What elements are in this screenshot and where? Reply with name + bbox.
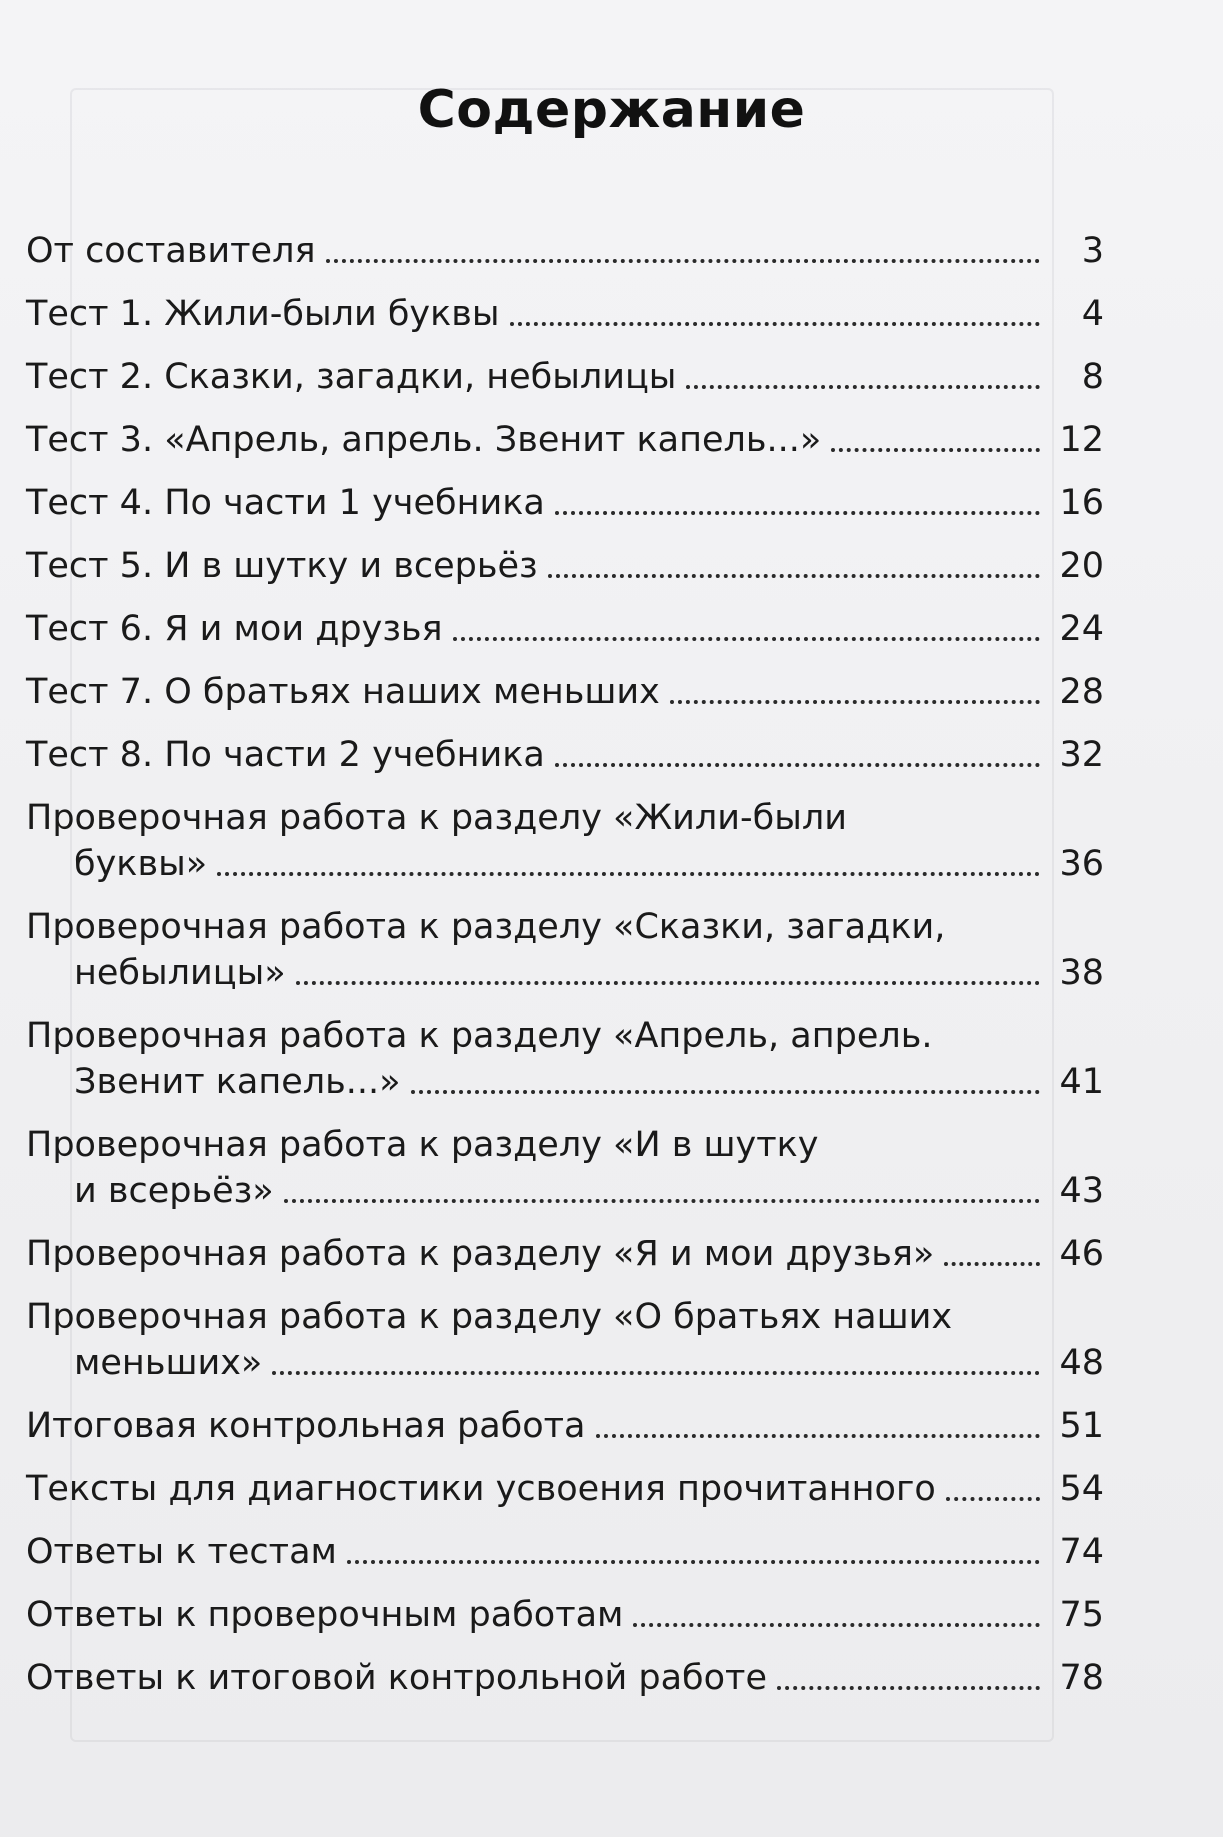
dot-leader	[453, 637, 1040, 641]
toc-page-number: 74	[1059, 1532, 1104, 1572]
toc-page-number: 12	[1059, 420, 1104, 460]
dot-leader	[284, 1199, 1040, 1203]
toc-entry	[26, 606, 1104, 652]
toc-entry-title: Тест 7. О братьях наших меньших	[26, 672, 660, 712]
toc-entry-title: Проверочная работа к разделу «Сказки, загадки,	[26, 907, 946, 947]
dot-leader	[326, 259, 1040, 263]
toc-page-number: 78	[1059, 1658, 1104, 1698]
toc-entry-title: Тексты для диагностики усвоения прочитанного	[26, 1469, 936, 1509]
toc-page-number: 28	[1059, 672, 1104, 712]
toc-page-number: 36	[1059, 844, 1104, 884]
toc-page-number: 3	[1081, 231, 1104, 271]
dot-leader	[777, 1686, 1040, 1690]
toc-entry	[26, 291, 1104, 337]
toc-entry-title: Проверочная работа к разделу «Апрель, апрель.	[26, 1016, 933, 1056]
dot-leader	[686, 385, 1040, 389]
toc-page-number: 54	[1059, 1469, 1104, 1509]
toc-entry-title: Тест 4. По части 1 учебника	[26, 483, 545, 523]
toc-entry	[26, 669, 1104, 715]
toc-entry-title-continued: небылицы»	[74, 953, 286, 993]
toc-entry-title: От составителя	[26, 231, 316, 271]
toc-entry-title: Проверочная работа к разделу «О братьях наших	[26, 1297, 953, 1337]
toc-entry	[26, 1655, 1104, 1701]
toc-page-number: 24	[1059, 609, 1104, 649]
toc-entry-title: Тест 5. И в шутку и всерьёз	[26, 546, 538, 586]
toc-entry	[26, 732, 1104, 778]
toc-page-number: 75	[1059, 1595, 1104, 1635]
toc-entry	[26, 1592, 1104, 1638]
toc-page-number: 46	[1059, 1234, 1104, 1274]
toc-entry-title: Тест 3. «Апрель, апрель. Звенит капель...»	[26, 420, 822, 460]
toc-entry	[26, 795, 1104, 887]
toc-entry	[26, 228, 1104, 274]
toc-entry	[26, 904, 1104, 996]
toc-page-number: 4	[1081, 294, 1104, 334]
toc-page-number: 38	[1059, 953, 1104, 993]
toc-entry-title: Тест 1. Жили-были буквы	[26, 294, 500, 334]
toc-entry	[26, 1403, 1104, 1449]
toc-entry-title: Ответы к итоговой контрольной работе	[26, 1658, 767, 1698]
dot-leader	[596, 1434, 1040, 1438]
toc-page-number: 16	[1059, 483, 1104, 523]
toc-entry-title: Проверочная работа к разделу «И в шутку	[26, 1125, 819, 1165]
toc-entry-title-continued: Звенит капель...»	[74, 1062, 401, 1102]
toc-page-number: 8	[1081, 357, 1104, 397]
toc-entry	[26, 543, 1104, 589]
toc-entry-title: Тест 8. По части 2 учебника	[26, 735, 545, 775]
dot-leader	[946, 1497, 1040, 1501]
dot-leader	[633, 1623, 1040, 1627]
dot-leader	[944, 1262, 1040, 1266]
toc-entry-title: Тест 6. Я и мои друзья	[26, 609, 443, 649]
toc-entry-title: Проверочная работа к разделу «Я и мои друзья»	[26, 1234, 935, 1274]
dot-leader	[548, 574, 1040, 578]
dot-leader	[555, 763, 1040, 767]
page-title: Содержание	[417, 80, 806, 140]
toc-entry	[26, 1294, 1104, 1386]
toc-page-number: 32	[1059, 735, 1104, 775]
dot-leader	[670, 700, 1040, 704]
toc-entry	[26, 354, 1104, 400]
toc-entry-title-continued: и всерьёз»	[74, 1171, 274, 1211]
toc-entry-title: Тест 2. Сказки, загадки, небылицы	[26, 357, 677, 397]
dot-leader	[347, 1560, 1040, 1564]
dot-leader	[217, 872, 1040, 876]
dot-leader	[272, 1371, 1040, 1375]
toc-entry	[26, 480, 1104, 526]
toc-page-number: 43	[1059, 1171, 1104, 1211]
dot-leader	[831, 448, 1040, 452]
toc-entry	[26, 1529, 1104, 1575]
toc-entry-title: Ответы к тестам	[26, 1532, 337, 1572]
toc-page-number: 48	[1059, 1343, 1104, 1383]
toc-entry-title: Итоговая контрольная работа	[26, 1406, 586, 1446]
table-of-contents	[26, 228, 1104, 1718]
toc-entry-title: Ответы к проверочным работам	[26, 1595, 624, 1635]
toc-page-number: 20	[1059, 546, 1104, 586]
dot-leader	[510, 322, 1040, 326]
toc-entry-title: Проверочная работа к разделу «Жили-были	[26, 798, 847, 838]
dot-leader	[555, 511, 1040, 515]
toc-page-number: 51	[1059, 1406, 1104, 1446]
toc-page-number: 41	[1059, 1062, 1104, 1102]
toc-entry	[26, 1466, 1104, 1512]
dot-leader	[411, 1090, 1040, 1094]
toc-entry	[26, 1013, 1104, 1105]
toc-entry-title-continued: буквы»	[74, 844, 208, 884]
toc-entry	[26, 417, 1104, 463]
toc-entry-title-continued: меньших»	[74, 1343, 263, 1383]
toc-entry	[26, 1231, 1104, 1277]
toc-entry	[26, 1122, 1104, 1214]
dot-leader	[296, 981, 1040, 985]
